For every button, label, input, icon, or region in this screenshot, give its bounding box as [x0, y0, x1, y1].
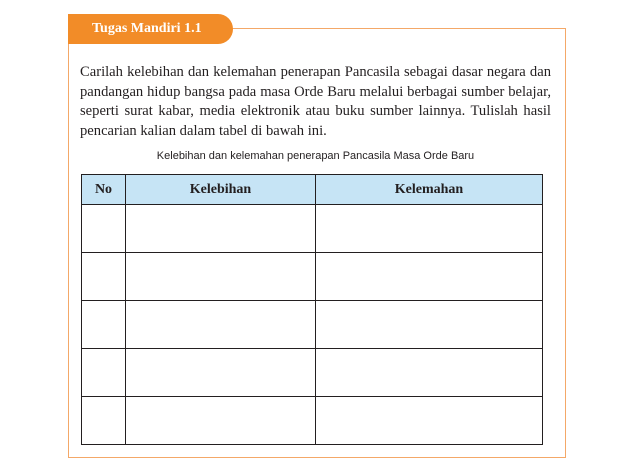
task-instructions: Carilah kelebihan dan kelemahan penerapan Pancasila sebagai dasar negara dan pandangan hidup bangsa pada masa Orde Baru melalui berbagai sumber belajar, seperti surat kabar, media elektronik atau buku sumber lainnya. Tulislah hasil pencarian kalian dalam tabel di bawah ini.	[80, 64, 551, 139]
header-kelemahan: Kelemahan	[316, 175, 543, 205]
table-row	[82, 301, 543, 349]
table-row	[82, 349, 543, 397]
table-caption: Kelebihan dan kelemahan penerapan Pancasila Masa Orde Baru	[156, 150, 475, 162]
cell-no[interactable]	[82, 397, 126, 445]
task-title-tab	[68, 14, 233, 44]
cell-no[interactable]	[82, 301, 126, 349]
table-row	[82, 253, 543, 301]
table-row	[82, 397, 543, 445]
header-kelebihan: Kelebihan	[126, 175, 316, 205]
cell-kelebihan[interactable]	[126, 301, 316, 349]
header-no: No	[82, 175, 126, 205]
cell-kelebihan[interactable]	[126, 349, 316, 397]
table-row	[82, 205, 543, 253]
table-header-row	[82, 175, 543, 205]
cell-no[interactable]	[82, 253, 126, 301]
cell-no[interactable]	[82, 349, 126, 397]
cell-kelebihan[interactable]	[126, 205, 316, 253]
cell-kelemahan[interactable]	[316, 205, 543, 253]
frame-top-line	[230, 28, 566, 29]
cell-kelemahan[interactable]	[316, 301, 543, 349]
cell-kelemahan[interactable]	[316, 349, 543, 397]
cell-kelemahan[interactable]	[316, 397, 543, 445]
task-title: Tugas Mandiri 1.1	[92, 21, 202, 36]
cell-no[interactable]	[82, 205, 126, 253]
cell-kelebihan[interactable]	[126, 397, 316, 445]
cell-kelebihan[interactable]	[126, 253, 316, 301]
answer-table	[81, 174, 543, 445]
cell-kelemahan[interactable]	[316, 253, 543, 301]
